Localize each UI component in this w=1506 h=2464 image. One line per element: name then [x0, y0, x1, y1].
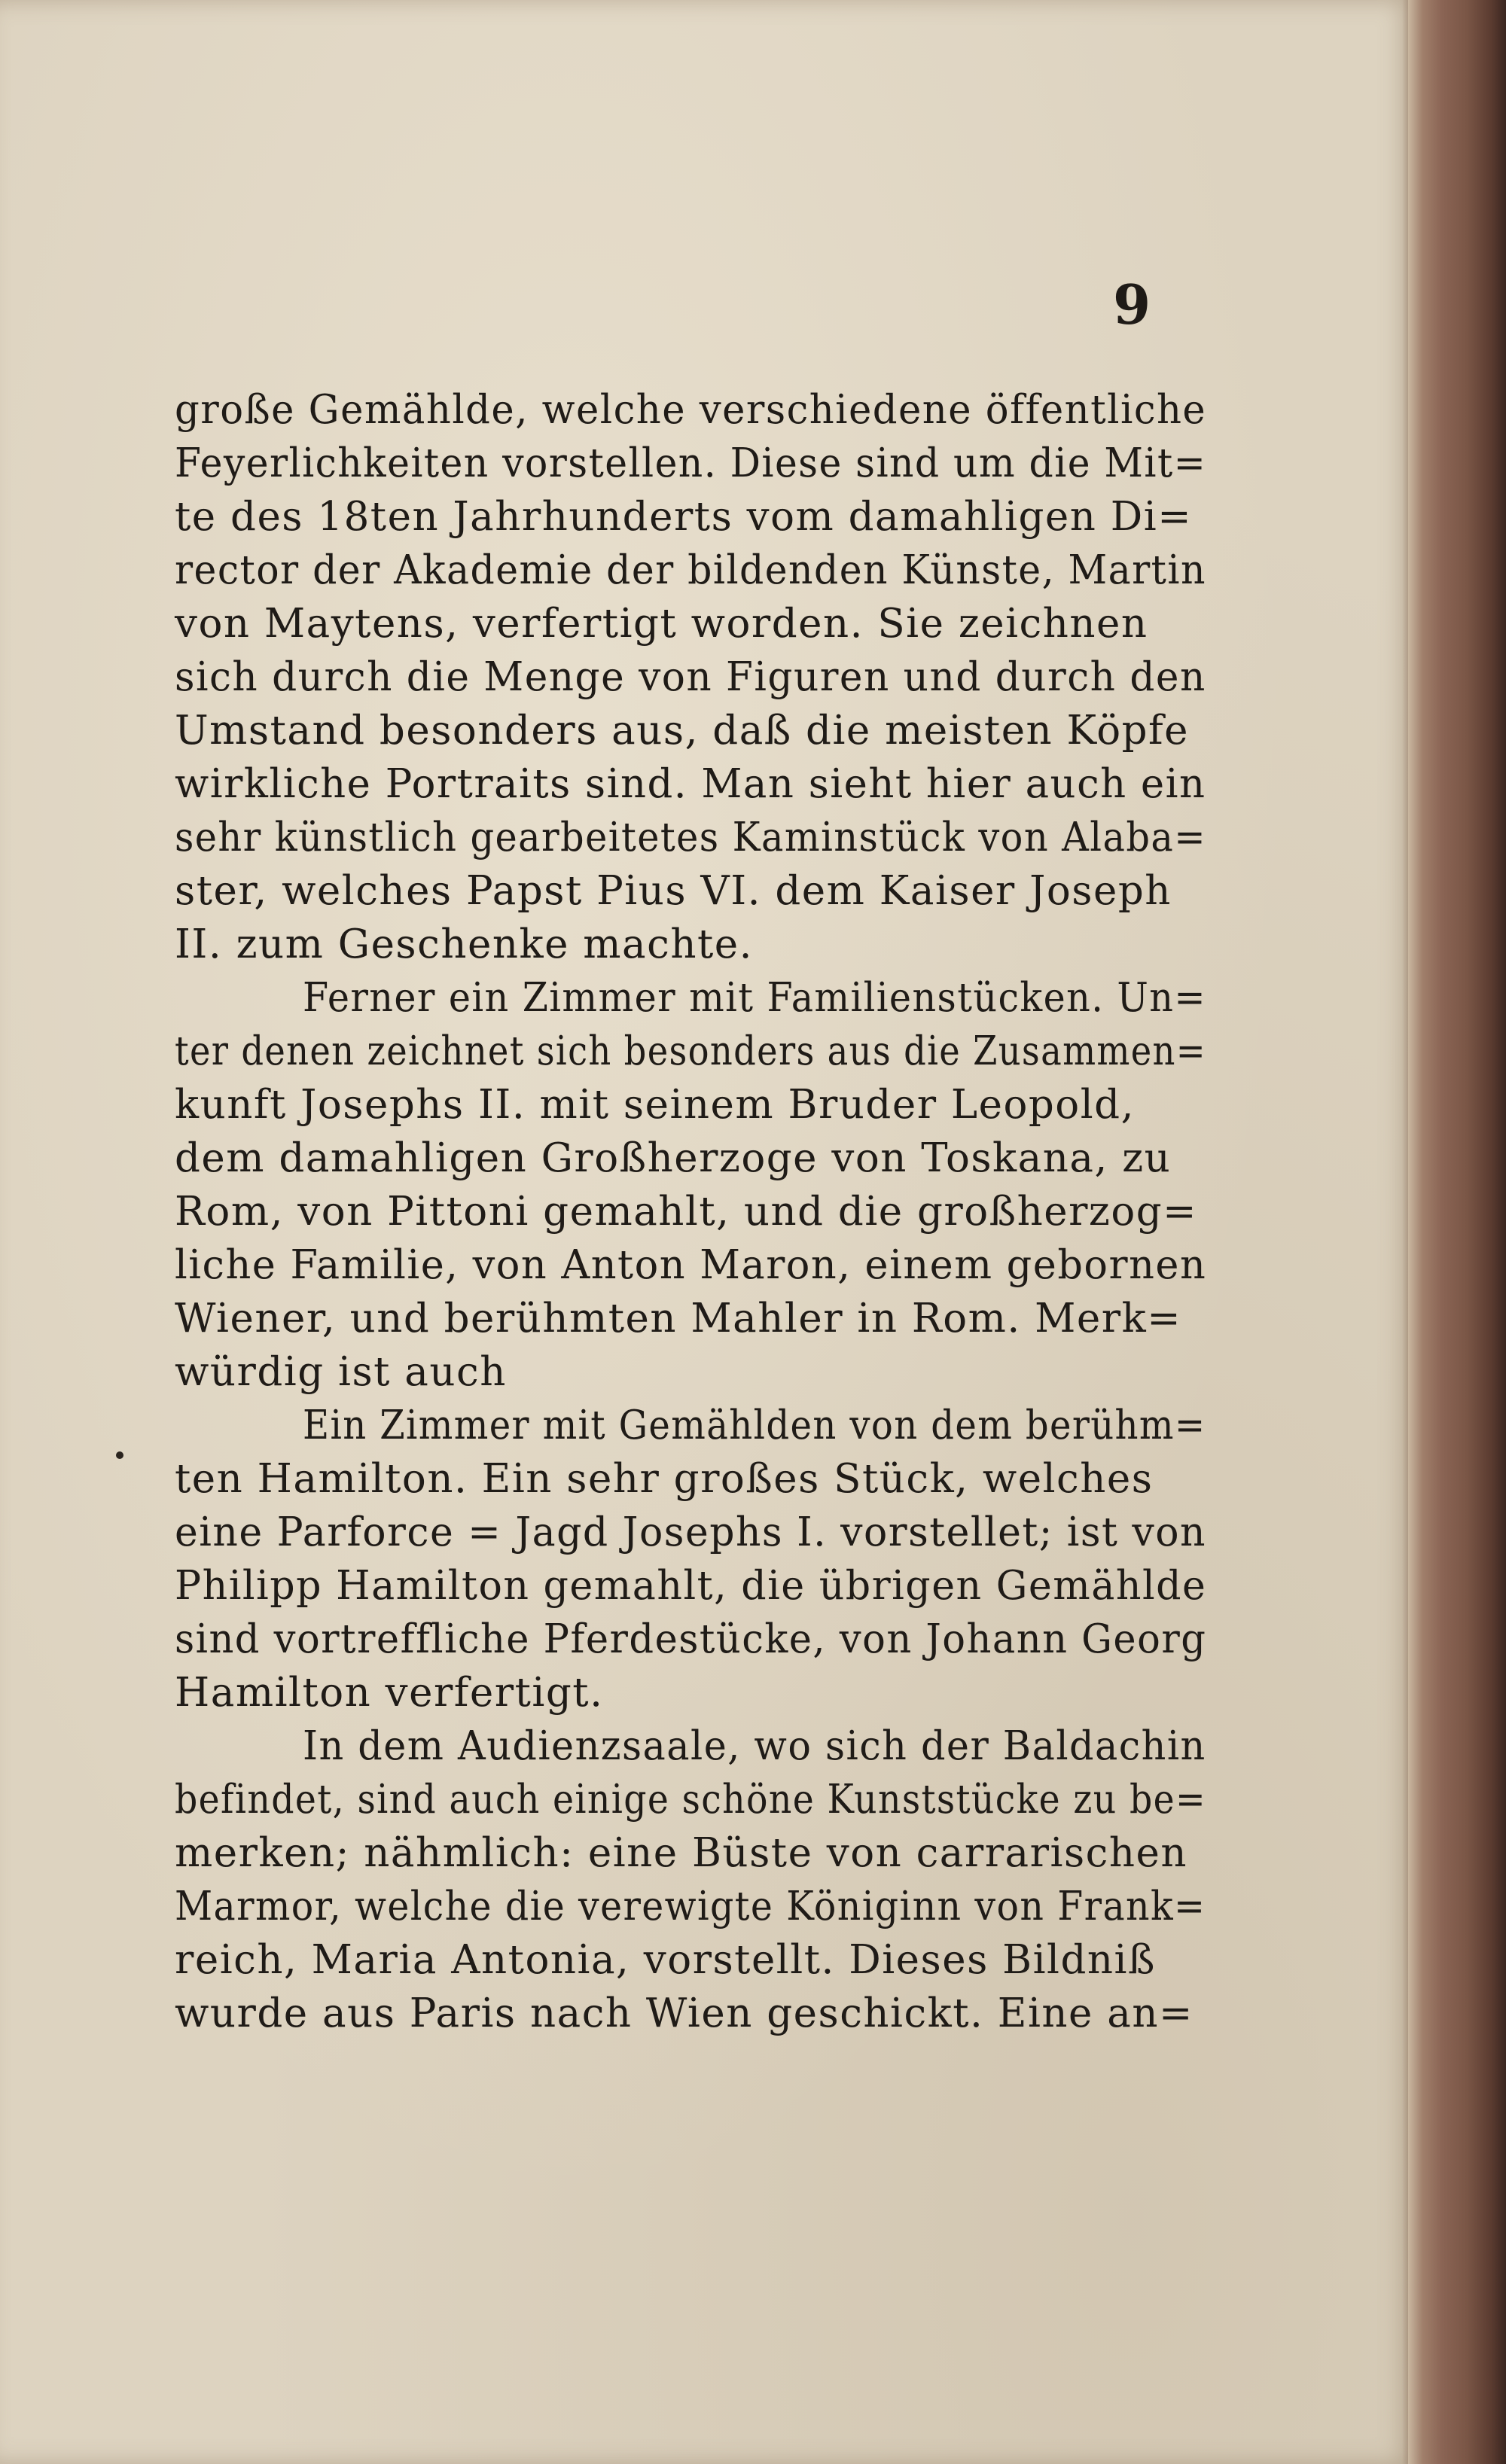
text-line: kunft Josephs II. mit seinem Bruder Leopold,: [175, 1082, 1135, 1128]
text-line: Hamilton verfertigt.: [175, 1670, 604, 1716]
text-line: wurde aus Paris nach Wien geschickt. Eine an=: [175, 1990, 1194, 2036]
margin-ink-dot: [116, 1451, 123, 1459]
text-line: sich durch die Menge von Figuren und durch den: [175, 654, 1206, 700]
text-line: merken; nähmlich: eine Büste von carrarischen: [175, 1830, 1187, 1876]
text-line: ter denen zeichnet sich besonders aus die Zusammen=: [175, 1028, 1206, 1074]
text-line: Umstand besonders aus, daß die meisten Köpfe: [175, 708, 1190, 754]
text-line: rector der Akademie der bildenden Künste, Martin: [175, 547, 1206, 593]
text-line: Rom, von Pittoni gemahlt, und die großherzog=: [175, 1189, 1198, 1235]
text-line: II. zum Geschenke machte.: [175, 921, 753, 967]
text-line: sehr künstlich gearbeitetes Kaminstück von Alaba=: [175, 815, 1207, 860]
text-line: reich, Maria Antonia, vorstellt. Dieses Bildniß: [175, 1937, 1156, 1983]
text-line: Feyerlichkeiten vorstellen. Diese sind um die Mit=: [175, 440, 1207, 486]
text-line: dem damahligen Großherzoge von Toskana, zu: [175, 1135, 1172, 1181]
text-line: Marmor, welche die verewigte Königinn von Frank=: [175, 1884, 1206, 1929]
text-line: große Gemählde, welche verschiedene öffentliche: [175, 387, 1207, 433]
text-line: würdig ist auch: [175, 1349, 507, 1395]
text-line: sind vortreffliche Pferdestücke, von Johann Georg: [175, 1616, 1207, 1662]
text-line: befindet, sind auch einige schöne Kunststücke zu be=: [175, 1777, 1207, 1823]
text-line: Wiener, und berühmten Mahler in Rom. Merk=: [175, 1296, 1182, 1342]
text-line: ster, welches Papst Pius VI. dem Kaiser Joseph: [175, 868, 1172, 914]
text-line: eine Parforce = Jagd Josephs I. vorstellet; ist von: [175, 1509, 1207, 1555]
text-line-indented: Ein Zimmer mit Gemählden von dem berühm=: [303, 1403, 1206, 1448]
text-line: te des 18ten Jahrhunderts vom damahligen Di=: [175, 494, 1193, 540]
text-line: Philipp Hamilton gemahlt, die übrigen Gemählde: [175, 1563, 1207, 1609]
text-line-indented: In dem Audienzsaale, wo sich der Baldachin: [303, 1723, 1206, 1769]
book-binding: [1408, 0, 1506, 2464]
text-line: ten Hamilton. Ein sehr großes Stück, welches: [175, 1456, 1154, 1502]
text-line: wirkliche Portraits sind. Man sieht hier auch ein: [175, 761, 1206, 807]
text-line-indented: Ferner ein Zimmer mit Familienstücken. Un=: [303, 975, 1206, 1021]
text-line: liche Familie, von Anton Maron, einem gebornen: [175, 1242, 1207, 1288]
page-number: 9: [1113, 273, 1151, 337]
text-line: von Maytens, verfertigt worden. Sie zeichnen: [175, 601, 1148, 647]
